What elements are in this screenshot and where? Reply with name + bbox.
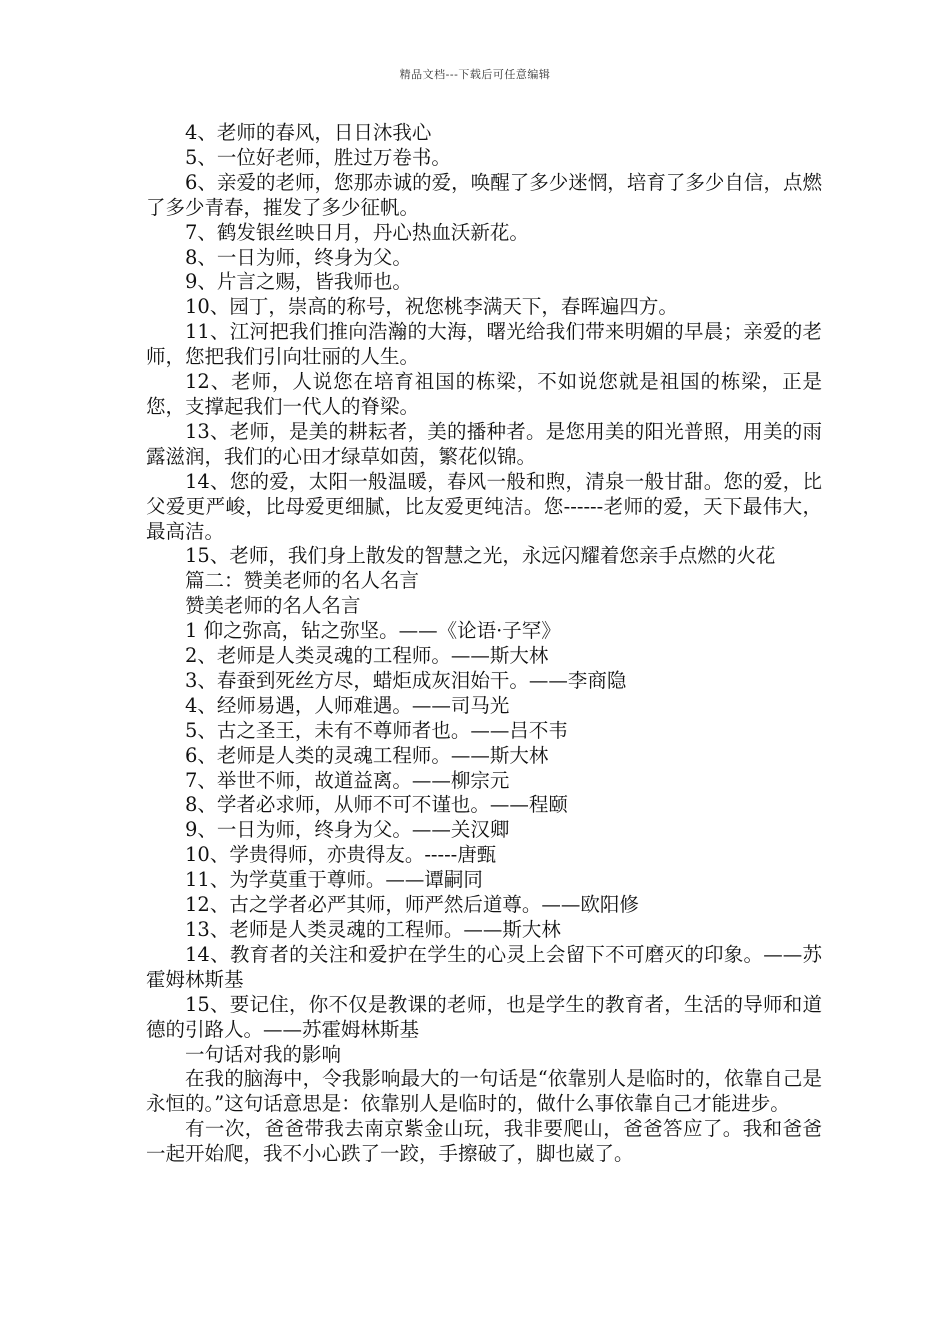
paragraph: 在我的脑海中，令我影响最大的一句话是“依靠别人是临时的，依靠自己是永恒的。”这句话意思是：依靠别人是临时的，做什么事依靠自己才能进步。 — [146, 1067, 822, 1116]
quote-item: 8、学者必求师，从师不可不谨也。——程颐 — [185, 793, 568, 817]
quote-item: 4、经师易遇，人师难遇。——司马光 — [185, 693, 510, 717]
quote-item: 14、教育者的关注和爱护在学生的心灵上会留下不可磨灭的印象。——苏霍姆林斯基 — [146, 942, 822, 991]
quote-item: 13、老师是人类灵魂的工程师。——斯大林 — [185, 918, 561, 941]
quote-item: 3、春蚕到死丝方尽，蜡炬成灰泪始干。——李商隐 — [185, 668, 627, 692]
quote-item: 1 仰之弥高，钻之弥坚。——《论语·子罕》 — [185, 619, 561, 643]
paragraph: 14、您的爱，太阳一般温暖，春风一般和煦，清泉一般甘甜。您的爱，比父爱更严峻，比母爱更细腻，比友爱更纯洁。您------老师的爱，天下最伟大，最高洁。 — [146, 469, 822, 543]
quote-item: 11、为学莫重于尊师。——谭嗣同 — [185, 868, 483, 892]
paragraph: 9、片言之赐，皆我师也。 — [185, 270, 412, 294]
section-heading: 篇二：赞美老师的名人名言 — [185, 569, 420, 593]
paragraph: 有一次，爸爸带我去南京紫金山玩，我非要爬山，爸爸答应了。我和爸爸一起开始爬，我不小心跌了一跤，手擦破了，脚也崴了。 — [146, 1117, 822, 1166]
quote-item: 15、要记住，你不仅是教课的老师，也是学生的教育者，生活的导师和道德的引路人。——苏霍姆林斯基 — [146, 992, 822, 1041]
quote-item: 12、古之学者必严其师，师严然后道尊。——欧阳修 — [185, 893, 639, 917]
paragraph: 11、江河把我们推向浩瀚的大海，曙光给我们带来明媚的早晨；亲爱的老师，您把我们引向壮丽的人生。 — [146, 320, 822, 369]
paragraph: 7、鹤发银丝映日月，丹心热血沃新花。 — [185, 220, 529, 244]
essay-title: 一句话对我的影响 — [185, 1042, 342, 1066]
paragraph: 5、一位好老师，胜过万卷书。 — [185, 145, 451, 169]
paragraph: 12、老师，人说您在培育祖国的栋梁，不如说您就是祖国的栋梁，正是您，支撑起我们一代人的脊梁。 — [146, 370, 822, 418]
paragraph: 4、老师的春风，日日沐我心 — [185, 121, 432, 144]
quote-item: 10、学贵得师，亦贵得友。-----唐甄 — [185, 843, 497, 867]
section-subheading: 赞美老师的名人名言 — [185, 594, 361, 618]
quote-item: 2、老师是人类灵魂的工程师。——斯大林 — [185, 644, 549, 668]
document-body — [146, 121, 822, 1167]
paragraph: 15、老师，我们身上散发的智慧之光，永远闪耀着您亲手点燃的火花 — [185, 544, 776, 568]
quote-item: 6、老师是人类的灵魂工程师。——斯大林 — [185, 743, 549, 767]
paragraph: 10、园丁，崇高的称号，祝您桃李满天下，春晖遍四方。 — [185, 295, 678, 319]
quote-item: 9、一日为师，终身为父。——关汉卿 — [185, 818, 510, 842]
paragraph: 13、老师，是美的耕耘者，美的播种者。是您用美的阳光普照，用美的雨露滋润，我们的心田才绿草如茵，繁花似锦。 — [146, 419, 822, 468]
quote-item: 5、古之圣王，未有不尊师者也。——吕不韦 — [185, 718, 568, 742]
quote-item: 7、举世不师，故道益离。——柳宗元 — [185, 768, 510, 792]
page-header: 精品文档---下载后可任意编辑 — [399, 68, 551, 81]
paragraph: 6、亲爱的老师，您那赤诚的爱，唤醒了多少迷惘，培育了多少自信，点燃了多少青春，摧发了多少征帆。 — [146, 170, 822, 219]
paragraph: 8、一日为师，终身为父。 — [185, 245, 412, 269]
